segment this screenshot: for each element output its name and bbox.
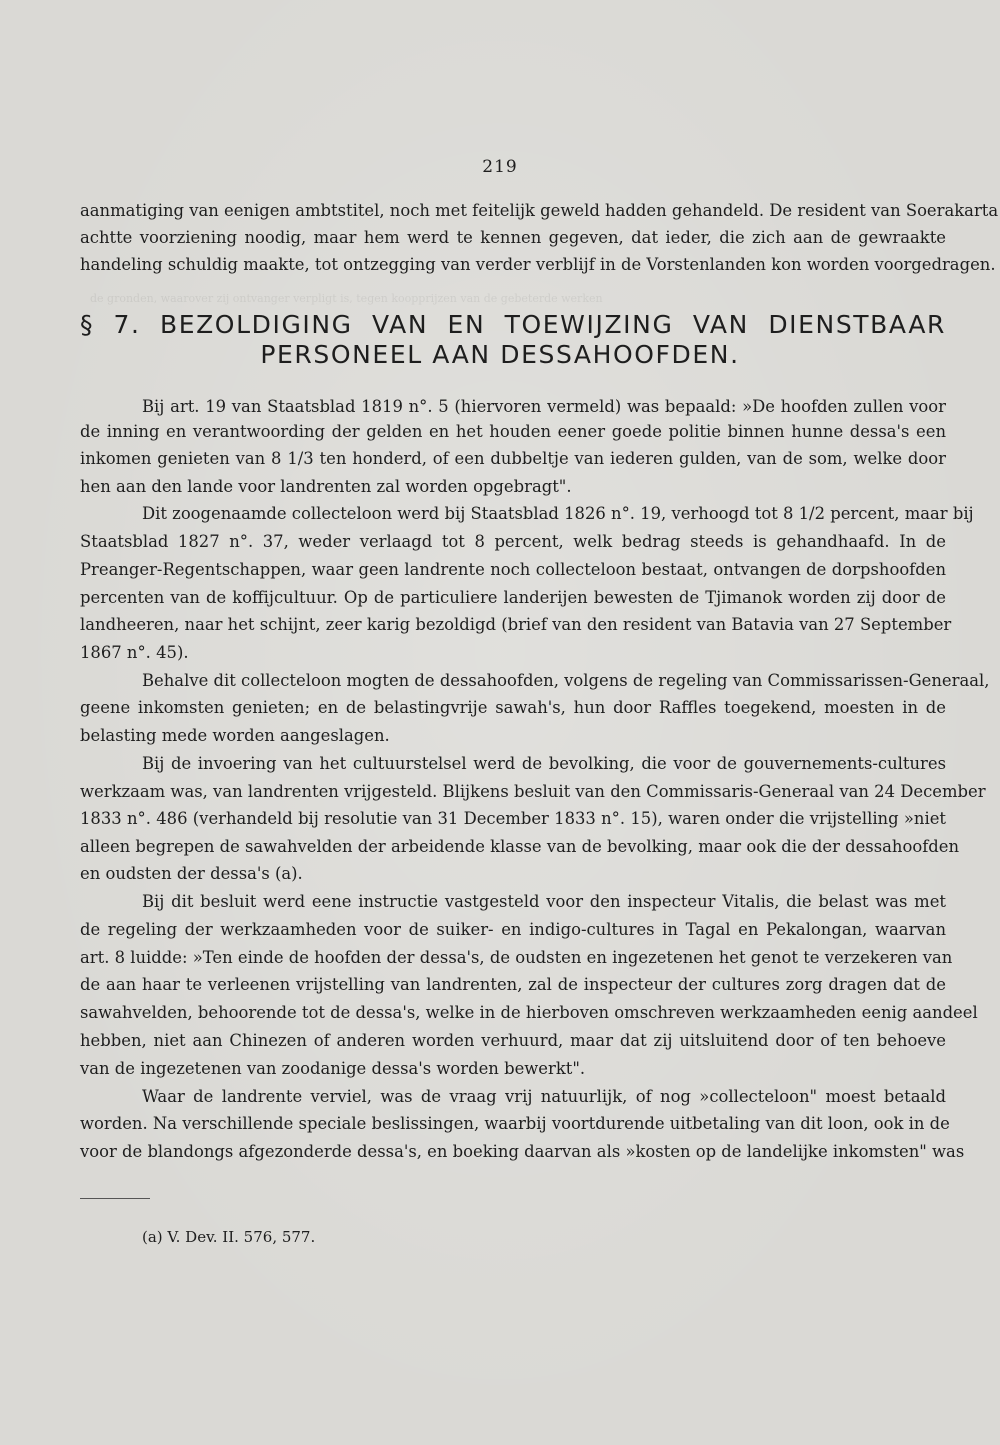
text-line: hen aan den lande voor landrenten zal worden opgebragt". — [80, 477, 572, 496]
text-line: achtte voorziening noodig, maar hem werd te kennen gegeven, dat ieder, die zich aan de gewraakte — [80, 228, 946, 247]
bleed-through-text: de gronden, waarover zij ontvanger verpligt is, tegen koopprijzen van de gebeterde werken — [90, 292, 603, 305]
section-heading-line-1: § 7. BEZOLDIGING VAN EN TOEWIJZING VAN DIENSTBAAR — [80, 310, 946, 339]
text-line: landheeren, naar het schijnt, zeer karig bezoldigd (brief van den resident van Batavia van 27 September — [80, 615, 952, 634]
text-line: Dit zoogenaamde collecteloon werd bij Staatsblad 1826 n°. 19, verhoogd tot 8 1/2 percent, maar bij — [142, 504, 974, 523]
text-line: inkomen genieten van 8 1/3 ten honderd, of een dubbeltje van iederen gulden, van de som, welke door — [80, 449, 946, 468]
text-line: Staatsblad 1827 n°. 37, weder verlaagd tot 8 percent, welk bedrag steeds is gehandhaafd. In de — [80, 532, 946, 551]
text-line: sawahvelden, behoorende tot de dessa's, welke in de hierboven omschreven werkzaamheden eenig aandeel — [80, 1003, 978, 1022]
text-line: de inning en verantwoording der gelden en het houden eener goede politie binnen hunne dessa's een — [80, 422, 946, 441]
text-line: en oudsten der dessa's (a). — [80, 864, 303, 883]
text-line: aanmatiging van eenigen ambtstitel, noch met feitelijk geweld hadden gehandeld. De resident van Soerakarta — [80, 201, 999, 220]
text-line: 1867 n°. 45). — [80, 643, 189, 662]
text-line: belasting mede worden aangeslagen. — [80, 726, 390, 745]
text-line: art. 8 luidde: »Ten einde de hoofden der dessa's, de oudsten en ingezetenen het genot te verzekeren van — [80, 948, 953, 967]
text-line: handeling schuldig maakte, tot ontzegging van verder verblijf in de Vorstenlanden kon worden voorgedragen. — [80, 255, 996, 274]
text-line: geene inkomsten genieten; en de belastingvrije sawah's, hun door Raffles toegekend, moesten in de — [80, 698, 946, 717]
text-line: Preanger-Regentschappen, waar geen landrente noch collecteloon bestaat, ontvangen de dorpshoofden — [80, 560, 946, 579]
text-line: Waar de landrente verviel, was de vraag vrij natuurlijk, of nog »collecteloon" moest betaald — [142, 1087, 946, 1106]
text-line: worden. Na verschillende speciale beslissingen, waarbij voortdurende uitbetaling van dit loon, ook in de — [80, 1114, 950, 1133]
section-heading-line-2: PERSONEEL AAN DESSAHOOFDEN. — [260, 340, 740, 369]
text-line: van de ingezetenen van zoodanige dessa's worden bewerkt". — [80, 1059, 586, 1078]
footnote: (a) V. Dev. II. 576, 577. — [142, 1228, 316, 1246]
text-line: de aan haar te verleenen vrijstelling van landrenten, zal de inspecteur der cultures zorg dragen dat de — [80, 975, 946, 994]
text-line: Bij art. 19 van Staatsblad 1819 n°. 5 (hiervoren vermeld) was bepaald: »De hoofden zullen voor — [142, 397, 946, 416]
text-line: de regeling der werkzaamheden voor de suiker- en indigo-cultures in Tagal en Pekalongan, waarvan — [80, 920, 946, 939]
page-number: 219 — [482, 157, 518, 177]
text-line: Behalve dit collecteloon mogten de dessahoofden, volgens de regeling van Commissarissen-Generaal, — [142, 671, 990, 690]
text-line: werkzaam was, van landrenten vrijgesteld. Blijkens besluit van den Commissaris-Generaal van 24 December — [80, 782, 986, 801]
text-line: hebben, niet aan Chinezen of anderen worden verhuurd, maar dat zij uitsluitend door of ten behoeve — [80, 1031, 946, 1050]
text-line: alleen begrepen de sawahvelden der arbeidende klasse van de bevolking, maar ook die der dessahoofden — [80, 837, 960, 856]
text-line: 1833 n°. 486 (verhandeld bij resolutie van 31 December 1833 n°. 15), waren onder die vrijstelling »niet — [80, 809, 946, 828]
text-line: percenten van de koffijcultuur. Op de particuliere landerijen bewesten de Tjimanok worden zij door de — [80, 588, 946, 607]
text-line: Bij de invoering van het cultuurstelsel werd de bevolking, die voor de gouvernements-cultures — [142, 754, 946, 773]
footnote-divider — [80, 1198, 150, 1199]
text-line: Bij dit besluit werd eene instructie vastgesteld voor den inspecteur Vitalis, die belast was met — [142, 892, 946, 911]
text-line: voor de blandongs afgezonderde dessa's, en boeking daarvan als »kosten op de landelijke inkomsten" was — [80, 1142, 965, 1161]
